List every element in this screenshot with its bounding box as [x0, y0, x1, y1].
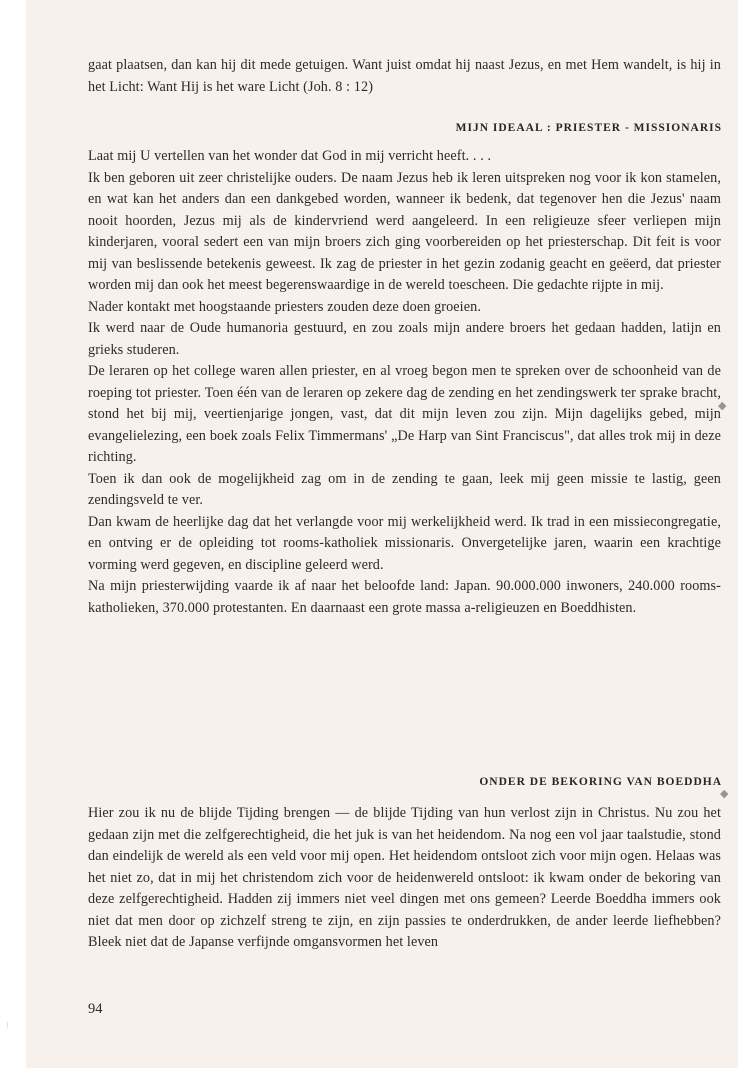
- scan-mark-icon: ⁝: [6, 1020, 9, 1030]
- paragraph: gaat plaatsen, dan kan hij dit mede getuigen. Want juist omdat hij naast Jezus, en met Hem wandelt, is hij in het Licht: Want Hij is het ware Licht (Joh. 8 : 12): [88, 57, 721, 95]
- section-body-boeddha: [88, 803, 721, 954]
- book-page: [26, 0, 738, 1068]
- section-heading-boeddha: ONDER DE BEKORING VAN BOEDDHA: [479, 776, 722, 788]
- section-body-ideal: [88, 146, 721, 619]
- section-heading-ideal: MIJN IDEAAL : PRIESTER - MISSIONARIS: [455, 122, 722, 134]
- intro-text: [88, 55, 721, 98]
- scan-speck-icon: ◆: [720, 788, 729, 800]
- paragraph: Hier zou ik nu de blijde Tijding brengen — de blijde Tijding van hun verlost zijn in Christus. Nu zou het gedaan zijn met die zelfgerechtigheid, die het juk is van het heidendom. Na nog een vol jaar taalstudie, stond dan eindelijk de wereld als een veld voor mij open. Het heidendom ontsloot zich voor mijn ogen. Helaas was het niet zo, dat in mij het christendom zich voor de heidenwereld ontsloot: ik kwam onder de bekoring van deze zelfgerechtigheid. Hadden zij immers niet veel dingen met ons gemeen? Leerde Boeddha immers ook niet dat men door op zichzelf streng te zijn, en zijn passies te onderdrukken, de ander leerde liefhebben? Bleek niet dat de Japanse verfijnde omgansvormen het leven: [88, 805, 721, 950]
- paragraph: Na mijn priesterwijding vaarde ik af naar het beloofde land: Japan. 90.000.000 inwoners, 240.000 rooms-katholieken, 370.000 protestanten. En daarnaast een grote massa a-religieuzen en Boeddhisten.: [88, 578, 721, 616]
- paragraph: Dan kwam de heerlijke dag dat het verlangde voor mij werkelijkheid werd. Ik trad in een missiecongregatie, en ontving er de opleiding tot rooms-katholiek missionaris. Onvergetelijke jaren, waarin een krachtige vorming werd gegeven, en discipline geleerd werd.: [88, 513, 721, 573]
- paragraph: Ik ben geboren uit zeer christelijke ouders. De naam Jezus heb ik leren uitspreken nog voor ik kon stamelen, en wat kan het anders dan een dankgebed worden, wanneer ik bedenk, dat tegenover hen die Jezus' naam nooit hoorden, Jezus mij als de kindervriend werd aangeleerd. In een religieuze sfeer verliepen mijn kinderjaren, vooral sedert een van mijn broers zich ging voorbereiden op het priesterschap. Dit feit is voor mij van beslissende betekenis geweest. Ik zag de priester in het gezin zodanig geacht en geëerd, dat priester worden mij dan ook het meest begerenswaardige in de wereld toescheen. Die gedachte rijpte in mij.: [88, 169, 721, 293]
- paragraph: Nader kontakt met hoogstaande priesters zouden deze doen groeien.: [88, 298, 481, 315]
- paragraph: Ik werd naar de Oude humanoria gestuurd, en zou zoals mijn andere broers het gedaan hadden, latijn en grieks studeren.: [88, 320, 721, 358]
- page-number: 94: [88, 1001, 103, 1017]
- scan-speck-icon: ◆: [718, 400, 727, 412]
- paragraph: Toen ik dan ook de mogelijkheid zag om in de zending te gaan, leek mij geen missie te lastig, geen zendingsveld te ver.: [88, 470, 721, 508]
- paragraph: Laat mij U vertellen van het wonder dat God in mij verricht heeft. . . .: [88, 148, 492, 164]
- paragraph: De leraren op het college waren allen priester, en al vroeg begon men te spreken over de schoonheid van de roeping tot priester. Toen één van de leraren op zekere dag de zending en het zendingswerk ter sprake bracht, stond het bij mij, veertienjarige jongen, vast, dat dit mijn leven zou zijn. Mijn dagelijks gebed, mijn evangelielezing, een boek zoals Felix Timmermans' „De Harp van Sint Franciscus", dat alles trok mij in deze richting.: [88, 363, 721, 465]
